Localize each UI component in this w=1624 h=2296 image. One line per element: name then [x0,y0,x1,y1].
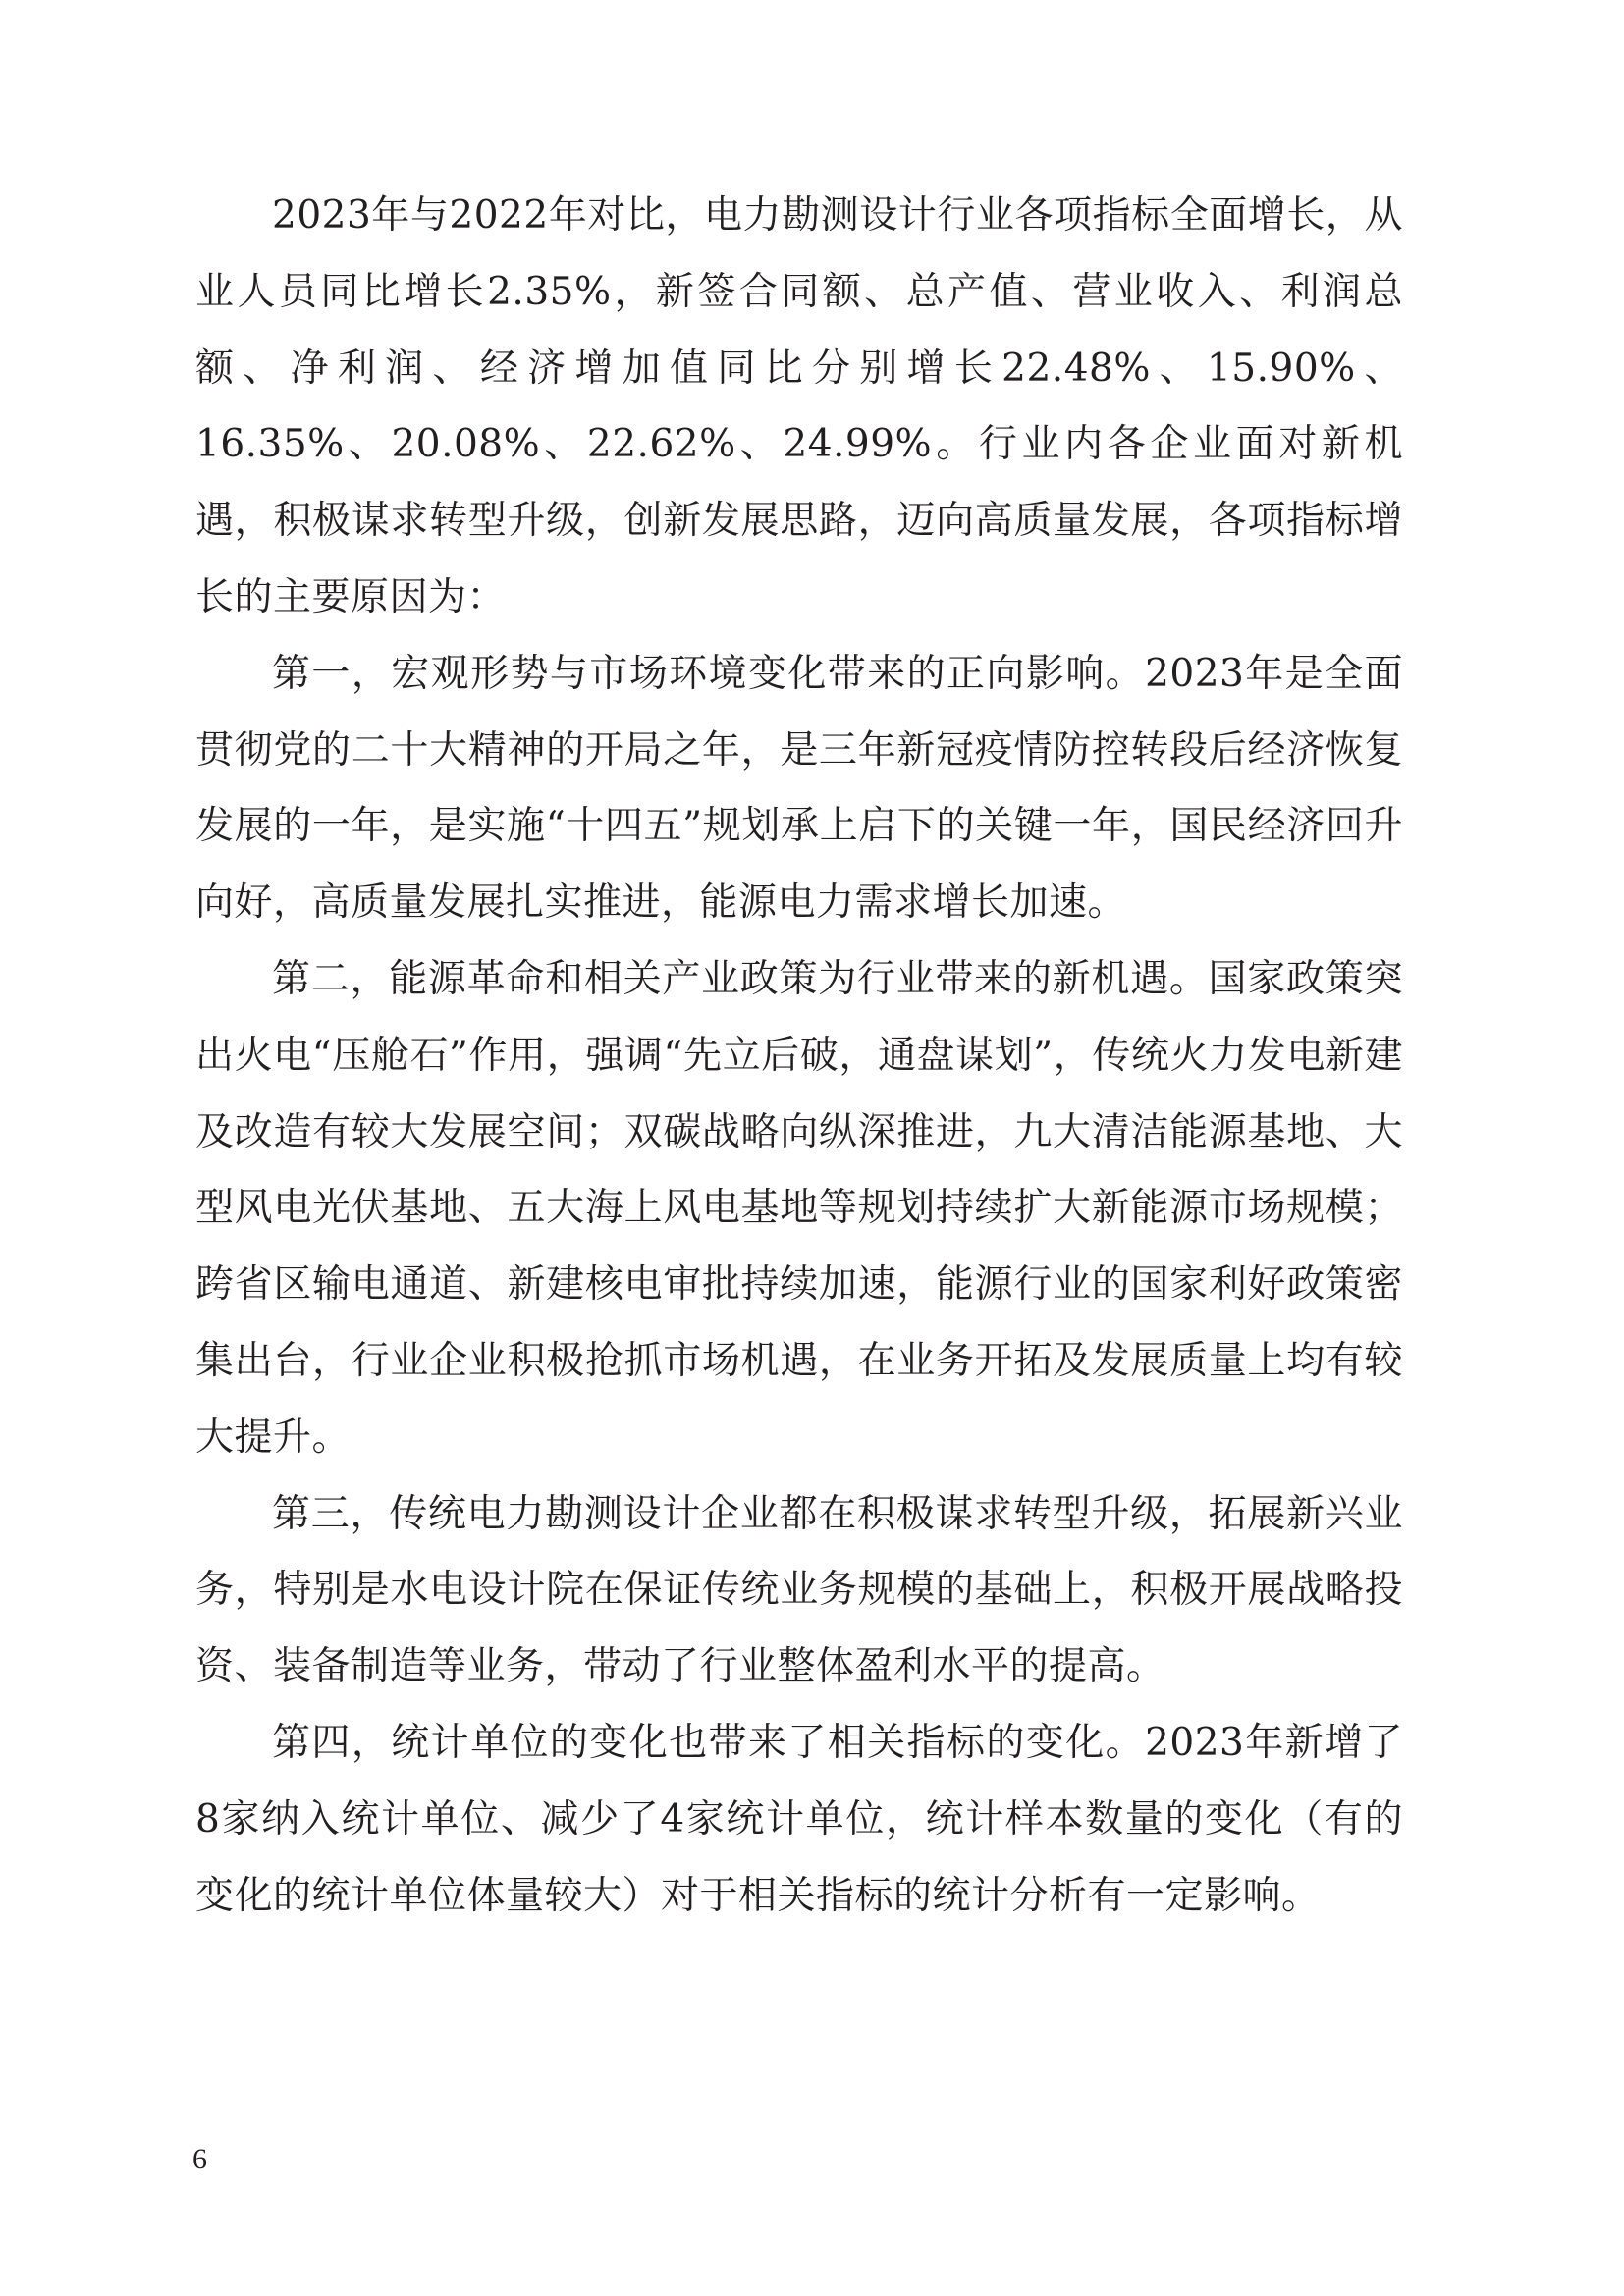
paragraph-reason-1: 第一，宏观形势与市场环境变化带来的正向影响。2023年是全面贯彻党的二十大精神的开局之年，是三年新冠疫情防控转段后经济恢复发展的一年，是实施“十四五”规划承上启下的关键一年，国民经济回升向好，高质量发展扎实推进，能源电力需求增长加速。 [195,651,1403,926]
paragraph-summary: 2023年与2022年对比，电力勘测设计行业各项指标全面增长，从业人员同比增长2.35%，新签合同额、总产值、营业收入、利润总额、净利润、经济增加值同比分别增长22.48%、15.90%、16.35%、20.08%、22.62%、24.99%。行业内各企业面对新机遇，积极谋求转型升级，创新发展思路，迈向高质量发展，各项指标增长的主要原因为： [195,193,1403,619]
page-number: 6 [192,2143,207,2175]
paragraph-reason-4: 第四，统计单位的变化也带来了相关指标的变化。2023年新增了8家纳入统计单位、减少了4家统计单位，统计样本数量的变化（有的变化的统计单位体量较大）对于相关指标的统计分析有一定影响。 [195,1720,1403,1918]
paragraph-reason-2: 第二，能源革命和相关产业政策为行业带来的新机遇。国家政策突出火电“压舱石”作用，强调“先立后破，通盘谋划”，传统火力发电新建及改造有较大发展空间；双碳战略向纵深推进，九大清洁能源基地、大型风电光伏基地、五大海上风电基地等规划持续扩大新能源市场规模；跨省区输电通道、新建核电审批持续加速，能源行业的国家利好政策密集出台，行业企业积极抢抓市场机遇，在业务开拓及发展质量上均有较大提升。 [195,956,1403,1460]
document-body [195,178,1403,1934]
paragraph-reason-3: 第三，传统电力勘测设计企业都在积极谋求转型升级，拓展新兴业务，特别是水电设计院在保证传统业务规模的基础上，积极开展战略投资、装备制造等业务，带动了行业整体盈利水平的提高。 [195,1491,1403,1689]
